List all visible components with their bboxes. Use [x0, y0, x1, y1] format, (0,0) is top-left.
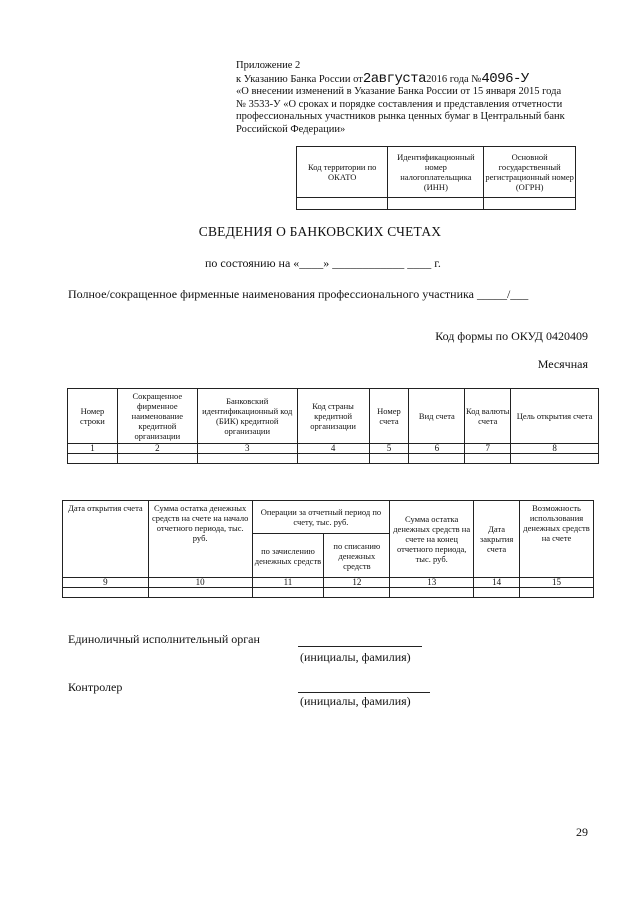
- table-header: Код валюты счета: [465, 389, 511, 444]
- codes-table: [296, 146, 576, 210]
- decree-title-line-1: «О внесении изменений в Указание Банка России от 15 января 2015 года: [236, 86, 562, 97]
- executive-hint: (инициалы, фамилия): [300, 650, 411, 664]
- column-number: 3: [197, 444, 297, 454]
- ogrn-value: [484, 198, 576, 210]
- decree-prefix: к Указанию Банка России от: [236, 73, 363, 85]
- table-header: Номер строки: [68, 389, 118, 444]
- as-of-date: по состоянию на «____» ____________ ____ г.: [205, 256, 441, 270]
- okato-value: [297, 198, 388, 210]
- decree-reference-line: [236, 70, 616, 87]
- controller-hint: (инициалы, фамилия): [300, 694, 411, 708]
- column-number: 12: [324, 578, 390, 588]
- bank-accounts-table-1: [67, 388, 599, 464]
- participant-name-line: Полное/сокращенное фирменные наименования профессионального участника _____/___: [68, 287, 529, 301]
- okud-code: Код формы по ОКУД 0420409: [435, 329, 588, 343]
- column-number: 15: [520, 578, 594, 588]
- column-number: 5: [369, 444, 409, 454]
- table-cell: [68, 454, 118, 464]
- table-row: [63, 588, 594, 598]
- column-number: 2: [117, 444, 197, 454]
- table-cell: [369, 454, 409, 464]
- table-header: Вид счета: [409, 389, 465, 444]
- decree-year: 2016 года №: [426, 73, 482, 85]
- table-header: Банковский идентификационный код (БИК) кредитной организации: [197, 389, 297, 444]
- column-number: 4: [297, 444, 369, 454]
- controller-signature-line: [298, 692, 430, 693]
- table-cell: [465, 454, 511, 464]
- table-cell: [252, 588, 324, 598]
- form-title: СВЕДЕНИЯ О БАНКОВСКИХ СЧЕТАХ: [198, 224, 442, 239]
- handwritten-number: 4096-У: [481, 70, 529, 87]
- column-number: 11: [252, 578, 324, 588]
- table-cell: [148, 588, 252, 598]
- column-number: 8: [511, 444, 599, 454]
- periodicity: Месячная: [537, 357, 588, 371]
- table-cell: [117, 454, 197, 464]
- table-cell: [511, 454, 599, 464]
- column-number: 13: [390, 578, 474, 588]
- table-header: Код страны кредитной организации: [297, 389, 369, 444]
- table-header: Возможность использования денежных средств на счете: [520, 501, 594, 578]
- table-cell: [63, 588, 149, 598]
- table-subheader: по списанию денежных средств: [324, 534, 390, 578]
- table-header: Операции за отчетный период по счету, тыс. руб.: [252, 501, 390, 534]
- table-subheader: по зачислению денежных средств: [252, 534, 324, 578]
- appendix-label: Приложение 2: [236, 60, 301, 71]
- bank-accounts-table-2: [62, 500, 594, 598]
- column-number: 14: [474, 578, 520, 588]
- column-number: 9: [63, 578, 149, 588]
- handwritten-date: 2августа: [362, 70, 427, 87]
- page-number: 29: [576, 825, 588, 839]
- table-cell: [520, 588, 594, 598]
- table-cell: [390, 588, 474, 598]
- table-row: [68, 454, 599, 464]
- okato-header: Код территории по ОКАТО: [297, 147, 388, 198]
- column-number: 10: [148, 578, 252, 588]
- executive-label: Единоличный исполнительный орган: [68, 632, 260, 646]
- table-cell: [197, 454, 297, 464]
- table-header: Номер счета: [369, 389, 409, 444]
- table-cell: [474, 588, 520, 598]
- executive-signature-line: [298, 646, 422, 647]
- table-header: Сумма остатка денежных средств на счете на конец отчетного периода, тыс. руб.: [390, 501, 474, 578]
- table-header: Цель открытия счета: [511, 389, 599, 444]
- controller-label: Контролер: [68, 680, 123, 694]
- inn-value: [388, 198, 484, 210]
- column-number: 1: [68, 444, 118, 454]
- table-cell: [409, 454, 465, 464]
- table-header: Сумма остатка денежных средств на счете на начало отчетного периода, тыс. руб.: [148, 501, 252, 578]
- inn-header: Идентификационный номер налогоплательщика (ИНН): [388, 147, 484, 198]
- document-header: [236, 60, 616, 136]
- column-number: 7: [465, 444, 511, 454]
- decree-title-line-3: профессиональных участников рынка ценных бумаг в Центральный банк: [236, 111, 565, 122]
- table-header: Сокращенное фирменное наименование кредитной организации: [117, 389, 197, 444]
- table-header: Дата закрытия счета: [474, 501, 520, 578]
- ogrn-header: Основной государственный регистрационный номер (ОГРН): [484, 147, 576, 198]
- decree-title-line-2: № 3533-У «О сроках и порядке составления и представления отчетности: [236, 98, 563, 110]
- column-number: 6: [409, 444, 465, 454]
- table-cell: [324, 588, 390, 598]
- table-cell: [297, 454, 369, 464]
- table-header: Дата открытия счета: [63, 501, 149, 578]
- decree-title-line-4: Российской Федерации»: [236, 123, 346, 135]
